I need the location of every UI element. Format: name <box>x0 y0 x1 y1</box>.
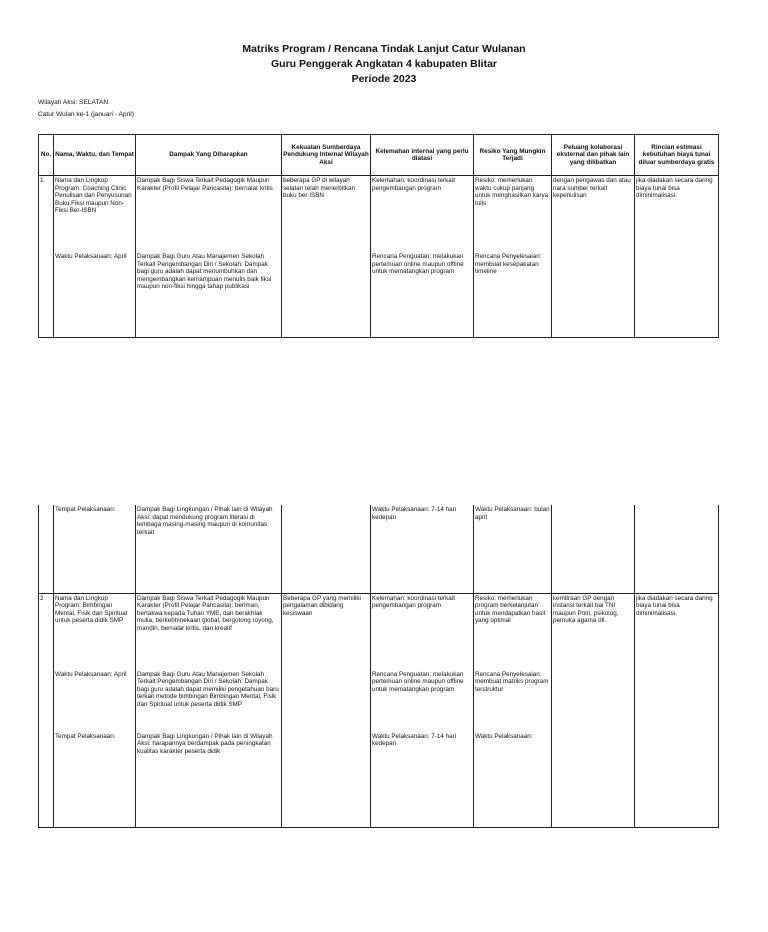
kelemahan-waktu-text: Waktu Pelaksanaan: 7-14 hari kedepan <box>371 505 474 593</box>
header-resiko: Resiko Yang Mungkin Terjadi <box>474 135 552 176</box>
rencana-penyelesaian-text: Rencana Penyelesaian: membuat matriks program terstruktur <box>475 670 549 693</box>
nama-cell <box>54 176 136 338</box>
nama-lingkup-text: Nama dan Lingkup Program: Bimbingan Mental, Fisik dan Spiritual untuk peserta didik SMP <box>55 594 128 625</box>
kekuatan-cell: Beberapa GP yang memiliki pengalaman dibidang kesiswaan <box>282 593 371 827</box>
peluang-cell-continued <box>552 505 635 593</box>
kelemahan-cell <box>371 176 474 338</box>
rencana-penguatan-text: Rencana Penguatan: melakukan pertemuan online maupun offline untuk mematangkan program <box>372 670 464 693</box>
header-peluang: Peluang kolaborasi eksternal dan pihak lain yang dilibatkan <box>552 135 635 176</box>
program-matrix-table <box>38 134 719 338</box>
resiko-waktu-text: Waktu Pelaksanaan: bulan april <box>474 505 552 593</box>
title-line-3: Periode 2023 <box>351 73 417 85</box>
header-rincian: Rincian estimasi kebutuhan biaya tunai diluar sumberdaya gratis <box>635 135 719 176</box>
resiko-text: Resiko: memerlukan waktu cukup panjang untuk menghasilkan karya tulis <box>475 177 549 207</box>
nama-cell <box>54 593 136 827</box>
dampak-lingkungan-text: Dampak Bagi Lingkungan / Pihak lain di Wilayah Aksi: harapannya berdampak pada peningkatan kualitas karakter peserta didik <box>137 732 273 755</box>
resiko-waktu-text: Waktu Pelaksanaan: <box>475 732 533 740</box>
kelemahan-waktu-text: Waktu Pelaksanaan: 7-14 hari kedepan <box>372 732 457 748</box>
table-row <box>39 505 719 593</box>
tempat-pelaksanaan-text: Tempat Pelaksanaan: <box>54 505 136 593</box>
resiko-cell <box>474 176 552 338</box>
document-title <box>0 42 768 87</box>
rencana-penguatan-text: Rencana Penguatan: melakukan pertemuan online maupun offline untuk mematangkan program <box>372 253 464 276</box>
dampak-cell <box>136 593 282 827</box>
dampak-cell <box>136 176 282 338</box>
rencana-penyelesaian-text: Rencana Penyelesaian: membuat kesepakatan timeline <box>475 253 542 276</box>
kelemahan-text: Kelemahan: koordinasi terkait pengembangan program <box>372 177 455 192</box>
row-number: 2 <box>39 593 54 827</box>
table-row <box>39 593 719 827</box>
rincian-cell: jika diadakan secara daring biaya tunai bisa diminimalisasi. <box>635 593 719 827</box>
header-no: No. <box>39 135 54 176</box>
header-nama: Nama, Waktu, dan Tempat <box>54 135 136 176</box>
header-kelemahan: Kelemahan internal yang perlu diatasi <box>371 135 474 176</box>
catur-wulan-label: Catur Wulan ke-1 (januari - April) <box>38 111 134 118</box>
peluang-cell: kemitraan GP dengan instansi terkait bai TNI maupun Polri, psikolog, pemuka agama dll. <box>552 593 635 827</box>
rincian-cell-continued <box>635 505 719 593</box>
row-number: 1 <box>39 176 54 338</box>
nama-lingkup-text: Nama dan Lingkup Program: Coaching Clinic Penulisan dan Penyusunan Buku Fiksi maupun Non-Fiksi Ber-ISBN <box>55 177 132 215</box>
dampak-guru-text: Dampak Bagi Guru Atau Manajemen Sekolah Terkait Pengembangan Diri / Sekolah: Dampak bagi guru adalah dapat menumbuhkan dan mengembangkan kemampuan menulis baik fiksi maupun non-fiksi hingga tahap publikasi <box>137 253 272 291</box>
kelemahan-text: Kelemahan: koordinasi terkait pengembangan program <box>372 594 455 610</box>
rincian-cell: jika diadakan secara daring biaya tunai bisa diminimalisasi. <box>635 176 719 338</box>
tempat-pelaksanaan-text: Tempat Pelaksanaan: <box>55 732 116 740</box>
waktu-pelaksanaan-text: Waktu Pelaksanaan: April <box>55 253 127 260</box>
title-line-2: Guru Penggerak Angkatan 4 kabupaten Blitar <box>271 58 497 70</box>
resiko-cell <box>474 593 552 827</box>
dampak-guru-text: Dampak Bagi Guru Atau Manajemen Sekolah Terkait Pengembangan Diri / Sekolah: Dampak bagi guru adalah dapat memiliki pengetahuan baru terkait metode bimbingan Bimbingan Mental, Fisik dan Spiritual untuk peserta didik SMP <box>137 670 279 708</box>
table-header-row <box>39 135 719 176</box>
kelemahan-cell <box>371 593 474 827</box>
dampak-siswa-text: Dampak Bagi Siswa Terkait Pedagogik Maupun Karakter (Profil Pelajar Pancasila): bernalar kritis <box>137 177 273 192</box>
kekuatan-cell-continued <box>282 505 371 593</box>
header-dampak: Dampak Yang Diharapkan <box>136 135 282 176</box>
table-row <box>39 176 719 338</box>
resiko-text: Resiko: memerlukan program berkelanjutan untuk mendapatkan hasil yang optimal <box>475 594 546 625</box>
header-kekuatan: Kekuatan Sumberdaya Pendukung Internal Wilayah Aksi <box>282 135 371 176</box>
kekuatan-cell: beberapa GP di wilayah selatan telah menerbitkan buku ber ISBN <box>282 176 371 338</box>
wilayah-label: Wilayah Aksi: SELATAN <box>38 99 109 106</box>
dampak-siswa-text: Dampak Bagi Siswa Terkait Pedagogik Maupun Karakter (Profil Pelajar Pancasila): beriman, bertakwa kepada Tuhan YME, dan berakhlak mulia, berkebhinekaan global, bergotong royong, mandiri, bernalar kritis, dan kreatif <box>137 594 274 632</box>
dampak-lingkungan-text: Dampak Bagi Lingkungan / Pihak lain di Wilayah Aksi: dapat mendukung program literasi di lembaga masing-masing maupun di komunitas terkait <box>136 505 282 593</box>
waktu-pelaksanaan-text: Waktu Pelaksanaan: April <box>55 670 127 678</box>
peluang-cell: dengan pengawas dan atau nara sumber terkait kepenulisan <box>552 176 635 338</box>
row-number-continued <box>39 505 54 593</box>
title-line-1: Matriks Program / Rencana Tindak Lanjut Catur Wulanan <box>242 43 526 55</box>
program-matrix-table-continued <box>38 505 719 828</box>
